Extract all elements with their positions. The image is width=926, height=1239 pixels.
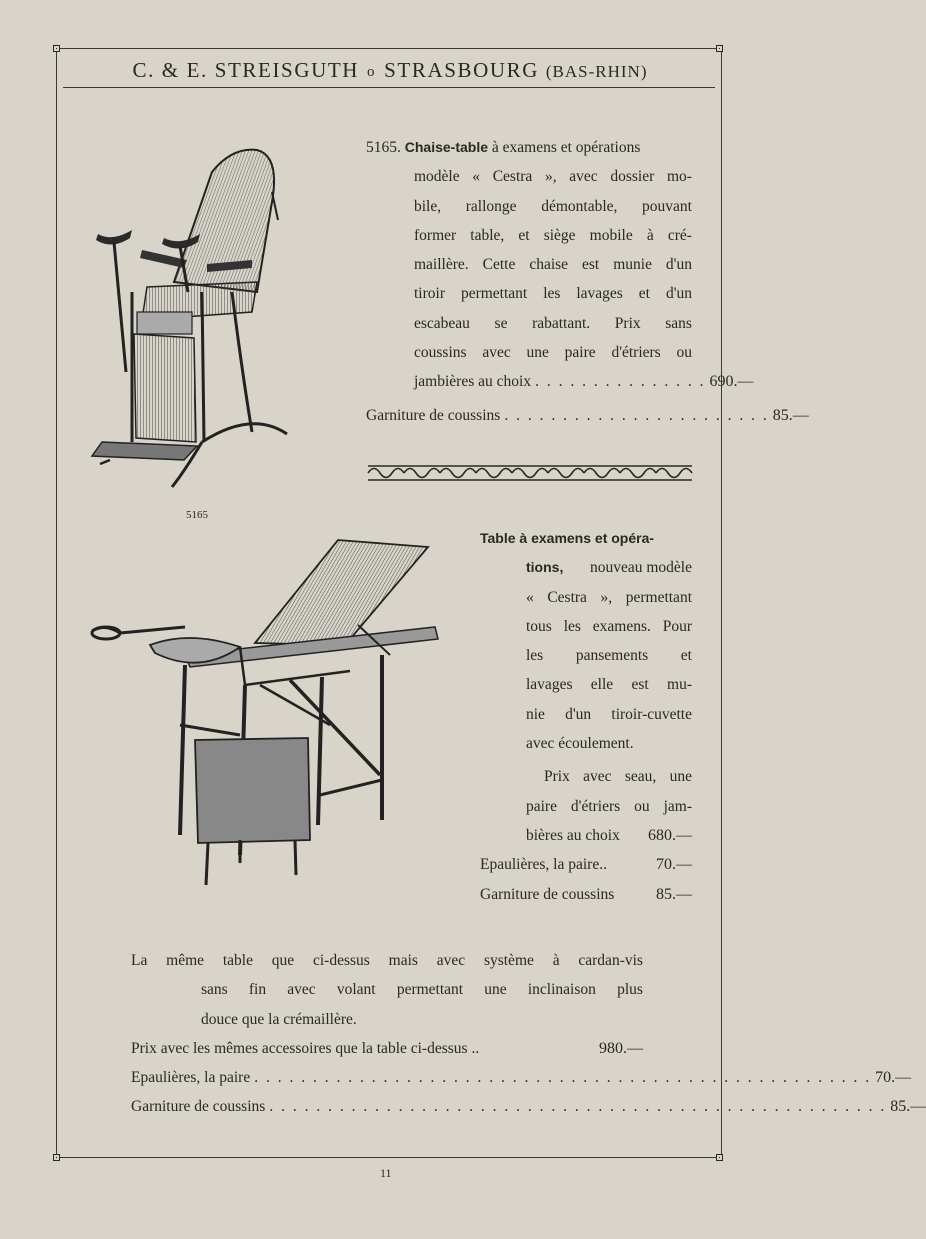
ornamental-divider xyxy=(366,462,692,484)
page-header xyxy=(66,58,714,83)
epaulieres-row: Epaulières, la paire . . . . . . . . . . . . . . . . . . . . . . . . . . . . . . . . . . . . . . . . . . . . . . . . . . . . . 70.— xyxy=(131,1063,643,1092)
description-line: sans fin avec volant permettant une inclinaison plus xyxy=(201,981,643,999)
epaulieres-row xyxy=(480,850,692,879)
chaise-table-illustration xyxy=(92,142,322,497)
price-value: 690.— xyxy=(709,373,754,391)
description-line: escabeau se rabattant. Prix sans xyxy=(414,314,692,332)
corner-ornament xyxy=(716,45,723,52)
description-line: les pansements et xyxy=(526,647,692,665)
description-line: à examens et opérations xyxy=(491,139,641,156)
description-line: bile, rallonge démontable, pouvant xyxy=(414,197,692,215)
description-line: « Cestra », permettant xyxy=(526,588,692,606)
epaulieres-price: 70.— xyxy=(656,856,692,874)
coussins-label: Garniture de coussins xyxy=(131,1098,266,1116)
coussins-price: 85.— xyxy=(890,1098,926,1116)
header-rule xyxy=(63,87,715,88)
item-number: 5165. xyxy=(366,139,401,156)
corner-ornament xyxy=(53,1154,60,1161)
top-rule xyxy=(56,48,722,49)
description-line: former table, et siège mobile à cré- xyxy=(414,226,692,244)
region-name: (BAS-RHIN) xyxy=(545,62,648,81)
price-label: bières au choix xyxy=(526,826,620,844)
description-line: coussins avec une paire d'étriers ou xyxy=(414,344,692,362)
city-name: STRASBOURG xyxy=(384,58,540,82)
description-line: maillère. Cette chaise est munie d'un xyxy=(414,256,692,274)
bottom-rule xyxy=(56,1157,722,1158)
description-line: avec écoulement. xyxy=(526,735,634,753)
price-row xyxy=(526,821,692,850)
item-5165-description xyxy=(366,133,809,430)
price-line: Prix avec seau, une xyxy=(544,768,692,786)
price-row xyxy=(131,1034,643,1063)
extra-label: Garniture de coussins xyxy=(366,406,501,424)
table-examens-illustration xyxy=(90,535,440,890)
table-examens-description xyxy=(480,524,692,909)
epaulieres-label: Epaulières, la paire.. xyxy=(480,856,607,874)
price-value: 980.— xyxy=(599,1039,643,1057)
description-line: tiroir permettant les lavages et d'un xyxy=(414,285,692,303)
coussins-price: 85.— xyxy=(656,885,692,903)
description-line: nie d'un tiroir-cuvette xyxy=(526,705,692,723)
epaulieres-label: Epaulières, la paire xyxy=(131,1069,251,1087)
extra-price: 85.— xyxy=(772,406,809,424)
description-line: La même table que ci-dessus mais avec système à cardan-vis xyxy=(131,952,643,969)
company-name: C. & E. STREISGUTH xyxy=(132,58,360,82)
description-line: nouveau modèle xyxy=(589,559,692,577)
extra-price-row: Garniture de coussins . . . . . . . . . . . . . . . . . . . . . . . 85.— xyxy=(366,401,692,430)
price-label: jambières au choix xyxy=(414,373,532,391)
item-title: Chaise-table xyxy=(404,139,488,155)
header-separator: o xyxy=(367,64,377,80)
coussins-label: Garniture de coussins xyxy=(480,885,615,903)
page-number: 11 xyxy=(380,1166,392,1180)
description-line: tous les examens. Pour xyxy=(526,617,692,635)
description-line: lavages elle est mu- xyxy=(526,676,692,694)
corner-ornament xyxy=(716,1154,723,1161)
coussins-row xyxy=(480,880,692,909)
item-title-cont: tions, xyxy=(526,559,564,576)
description-line: modèle « Cestra », avec dossier mo- xyxy=(414,168,692,186)
corner-ornament xyxy=(53,45,60,52)
item-title: Table à examens et opéra- xyxy=(480,530,655,546)
price-value: 680.— xyxy=(648,826,692,844)
figure-caption: 5165 xyxy=(186,509,208,521)
epaulieres-price: 70.— xyxy=(875,1069,912,1087)
price-label: Prix avec les mêmes accessoires que la table ci-dessus .. xyxy=(131,1039,480,1057)
coussins-row: Garniture de coussins . . . . . . . . . . . . . . . . . . . . . . . . . . . . . . . . . . . . . . . . . . . . . . . . . . . . . 85.— xyxy=(131,1092,643,1121)
cardan-table-description xyxy=(131,946,926,1122)
price-row: jambières au choix . . . . . . . . . . . . . . . 690.— xyxy=(414,367,692,396)
description-line: douce que la crémaillère. xyxy=(201,1010,357,1028)
price-line: paire d'étriers ou jam- xyxy=(526,797,692,815)
